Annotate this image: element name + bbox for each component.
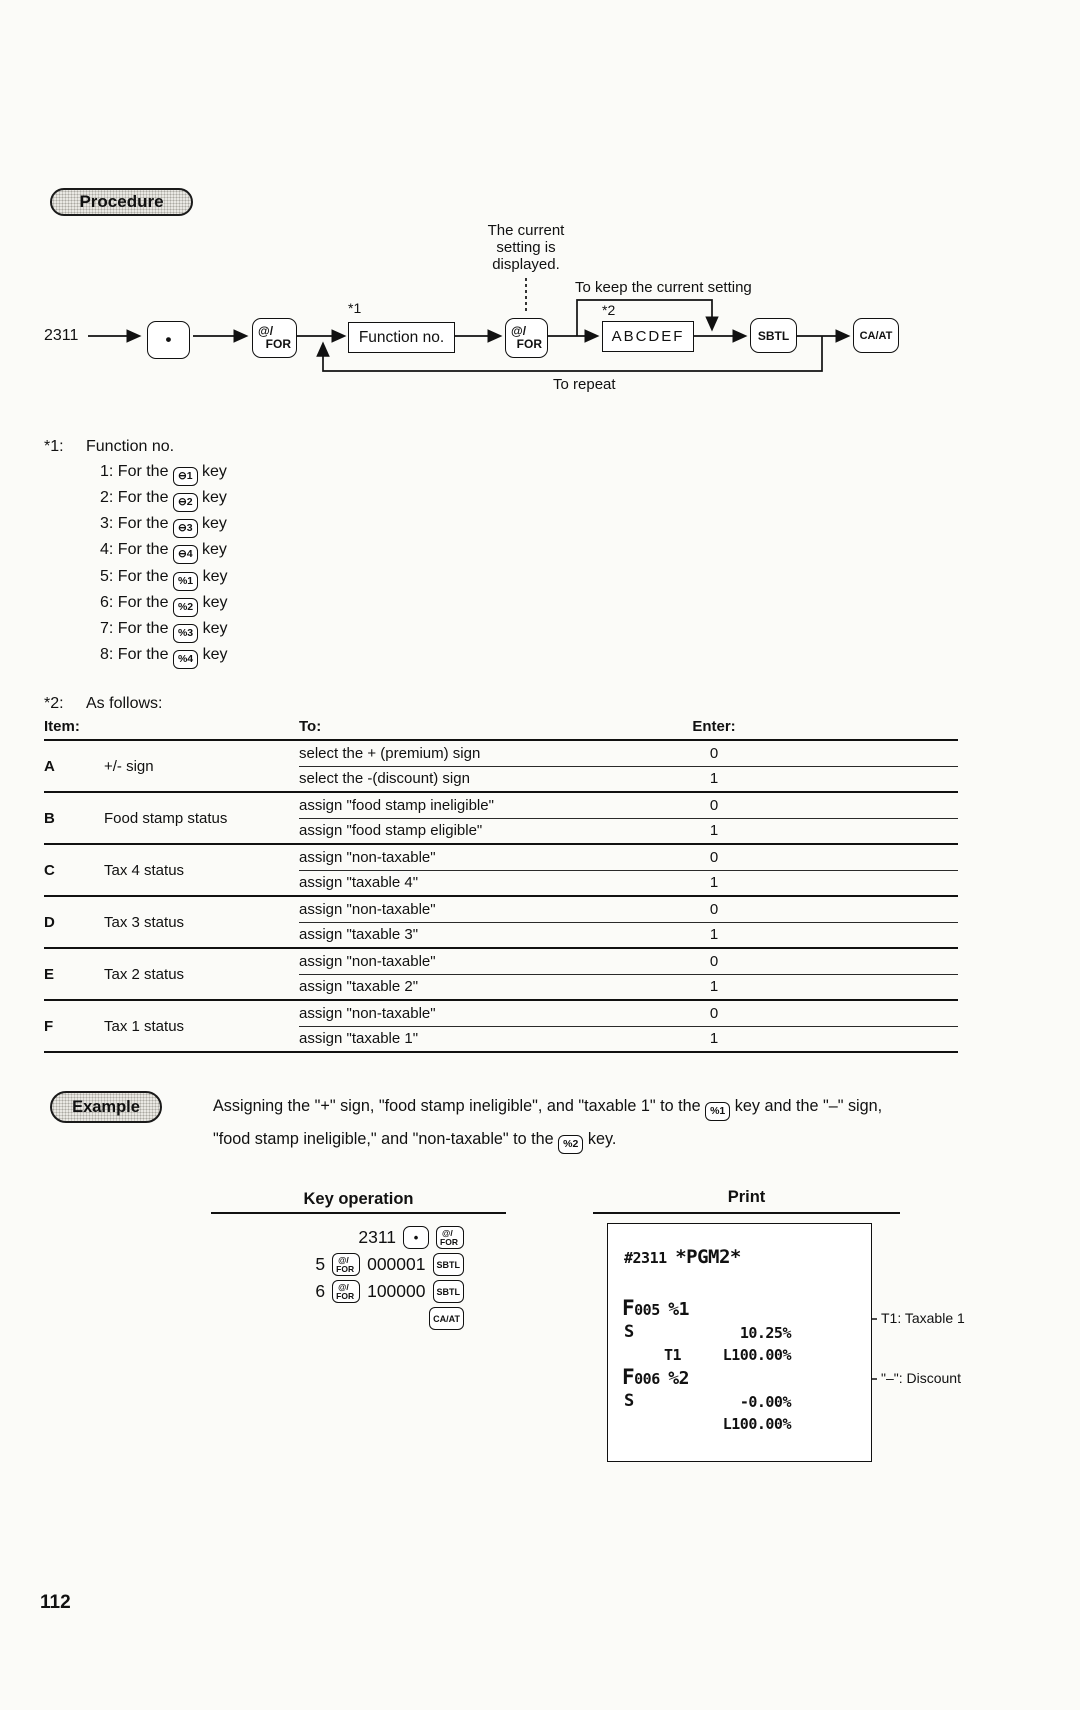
current-setting-note-line1: The current — [487, 222, 565, 239]
table-row: F Tax 1 status assign "non-taxable" 0 — [44, 1000, 958, 1026]
percent2-key: %2 — [558, 1135, 583, 1154]
abcdef-box — [602, 321, 694, 352]
column-header-enter: Enter: — [629, 714, 799, 740]
at-for-key-top: @/ — [258, 324, 274, 339]
function-no-box — [348, 322, 455, 353]
ca-at-key-label: CA/AT — [859, 329, 893, 342]
at-for-key-2 — [505, 318, 548, 358]
sbtl-key: SBTL — [433, 1253, 465, 1276]
abcdef-box-label: ABCDEF — [611, 328, 685, 345]
function-list-item: 8: For the %4 key — [100, 646, 227, 669]
table-row: D Tax 3 status assign "non-taxable" 0 — [44, 896, 958, 922]
key-operation-line-4 — [211, 1305, 464, 1332]
function-list-item: 1: For the ⊖1 key — [100, 463, 227, 486]
at-for-key-top: @/ — [511, 324, 527, 339]
at-for-key: @/ FOR — [436, 1226, 464, 1249]
receipt-rate2: -0.00% — [739, 1393, 791, 1411]
footnote-2-marker: *2 — [602, 302, 616, 318]
column-header-to: To: — [299, 714, 629, 740]
sbtl-key-label: SBTL — [757, 328, 790, 343]
example-badge: Example — [50, 1091, 162, 1123]
percent3-key: %3 — [173, 624, 198, 643]
receipt-f005-row: F005 %1 — [622, 1296, 689, 1320]
percent4-key: %4 — [173, 650, 198, 669]
current-setting-note-line2: setting is — [496, 239, 556, 256]
procedure-start-code: 2311 — [44, 327, 79, 344]
table-row: assign "taxable 4" 1 — [44, 870, 958, 896]
minus1-key: ⊖1 — [173, 467, 198, 486]
dot-key: • — [403, 1226, 429, 1249]
annotation-discount: "–": Discount — [881, 1370, 961, 1386]
percent1-key: %1 — [705, 1102, 730, 1121]
print-title: Print — [727, 1188, 766, 1206]
minus4-key: ⊖4 — [173, 545, 198, 564]
dot-key — [147, 321, 190, 359]
table-row: select the -(discount) sign 1 — [44, 766, 958, 792]
key-operation-line-1: 2311 • @/ FOR — [211, 1224, 464, 1251]
table-row: B Food stamp status assign "food stamp ineligible" 0 — [44, 792, 958, 818]
keep-setting-note: To keep the current setting — [575, 279, 752, 296]
percent1-key: %1 — [173, 572, 198, 591]
minus3-key: ⊖3 — [173, 519, 198, 538]
function-list-item: 7: For the %3 key — [100, 620, 227, 643]
print-underline — [593, 1212, 900, 1214]
function-list-item: 3: For the ⊖3 key — [100, 515, 227, 538]
function-list-item: 4: For the ⊖4 key — [100, 541, 227, 564]
receipt-rate1: 10.25% — [739, 1324, 791, 1342]
receipt-limit1: L100.00% — [722, 1346, 791, 1364]
table-row: assign "taxable 1" 1 — [44, 1026, 958, 1052]
function-list-title: Function no. — [86, 438, 175, 455]
repeat-note: To repeat — [553, 376, 616, 393]
current-setting-note — [448, 222, 604, 273]
ca-at-key — [853, 318, 899, 353]
assignment-table-title: As follows: — [86, 695, 163, 712]
table-row: E Tax 2 status assign "non-taxable" 0 — [44, 948, 958, 974]
table-row: assign "taxable 3" 1 — [44, 922, 958, 948]
at-for-key-bottom: FOR — [516, 337, 542, 351]
percent2-key: %2 — [173, 598, 198, 617]
key-operation-sequence — [211, 1224, 464, 1332]
current-setting-note-line3: displayed. — [492, 256, 560, 273]
at-for-key: @/ FOR — [332, 1253, 360, 1276]
table-row: assign "taxable 2" 1 — [44, 974, 958, 1000]
example-line-1: Assigning the "+" sign, "food stamp ineligible", and "taxable 1" to the %1 key and the "–" sign, — [213, 1097, 882, 1121]
footnote-1-prefix: *1: — [44, 438, 64, 455]
function-list-item: 6: For the %2 key — [100, 594, 227, 617]
receipt-s2-label: S — [624, 1391, 634, 1411]
key-operation-line-2: 5 @/ FOR 000001 SBTL — [211, 1251, 464, 1278]
annotation-taxable1: T1: Taxable 1 — [881, 1310, 965, 1326]
receipt-tax1: T1 — [664, 1346, 682, 1364]
footnote-2-prefix: *2: — [44, 695, 64, 712]
receipt-f006-row: F006 %2 — [622, 1365, 689, 1389]
table-row: assign "food stamp eligible" 1 — [44, 818, 958, 844]
procedure-badge: Procedure — [50, 188, 193, 216]
at-for-key-1 — [252, 318, 297, 358]
table-row: C Tax 4 status assign "non-taxable" 0 — [44, 844, 958, 870]
sbtl-key: SBTL — [433, 1280, 465, 1303]
dot-key-label: • — [165, 330, 172, 349]
function-list-item: 2: For the ⊖2 key — [100, 489, 227, 512]
example-line-2: "food stamp ineligible," and "non-taxable" to the %2 key. — [213, 1130, 616, 1154]
key-operation-line-3: 6 @/ FOR 100000 SBTL — [211, 1278, 464, 1305]
receipt-limit2: L100.00% — [722, 1415, 791, 1433]
table-row: A +/- sign select the + (premium) sign 0 — [44, 740, 958, 766]
column-header-item: Item: — [44, 714, 299, 740]
receipt-header: #2311 *PGM2* — [624, 1246, 741, 1268]
print-receipt — [607, 1223, 872, 1462]
sbtl-key — [750, 318, 797, 353]
at-for-key: @/ FOR — [332, 1280, 360, 1303]
table-header-row — [44, 714, 958, 740]
at-for-key-bottom: FOR — [265, 337, 291, 351]
function-list-item: 5: For the %1 key — [100, 568, 227, 591]
key-operation-underline — [211, 1212, 506, 1214]
minus2-key: ⊖2 — [173, 493, 198, 512]
key-operation-title: Key operation — [303, 1190, 414, 1208]
function-no-box-label: Function no. — [358, 328, 445, 346]
ca-at-key: CA/AT — [429, 1307, 464, 1330]
receipt-s1-label: S — [624, 1322, 634, 1342]
footnote-1-marker: *1 — [348, 300, 362, 316]
assignment-table — [44, 714, 958, 1053]
page-number: 112 — [40, 1592, 71, 1613]
